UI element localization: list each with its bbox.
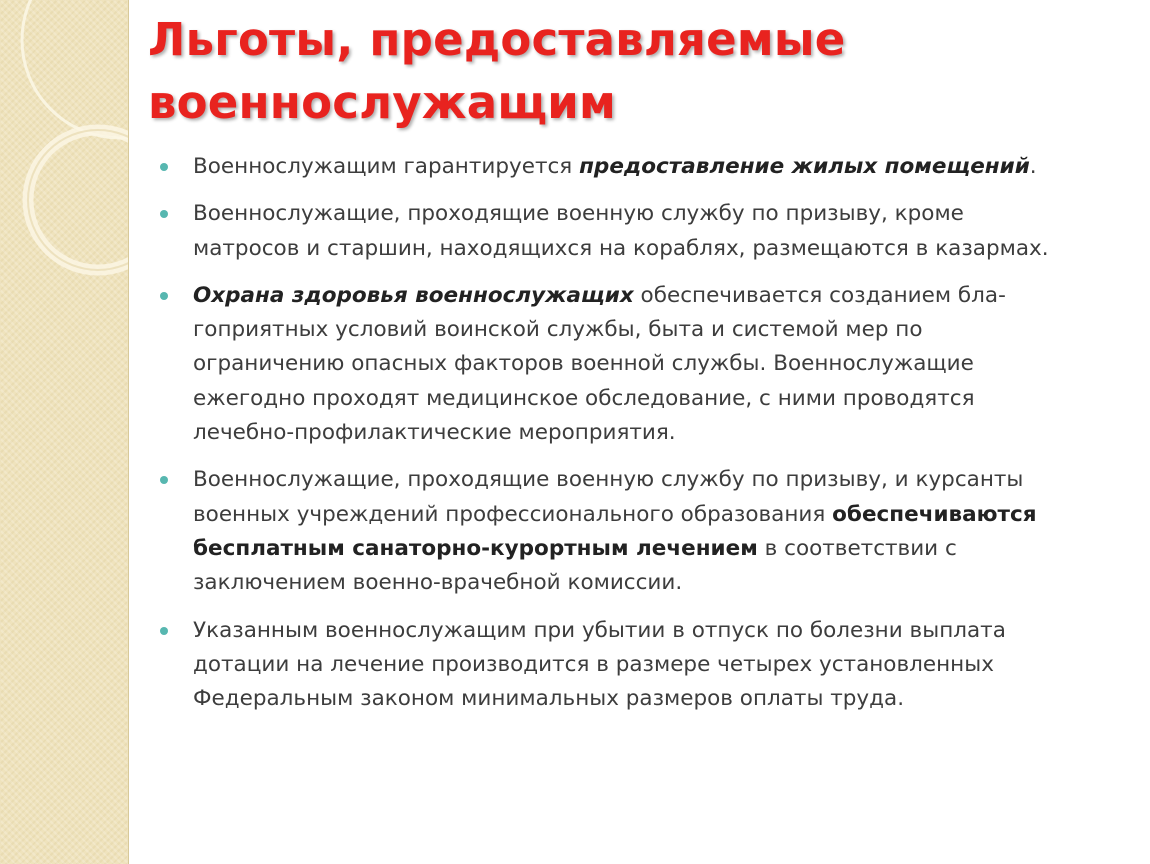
- bullet-dot-icon: [160, 476, 168, 484]
- bullet-health: [160, 279, 1060, 450]
- bullet-list: [160, 150, 1060, 729]
- bullet-text: в соответствии с заключением военно-врачебной комиссии.: [193, 535, 957, 596]
- bullet-strong: обеспечиваются бесплатным санаторно-курортным лечением: [193, 501, 1037, 561]
- title-line-2: военнослужащим: [148, 76, 616, 129]
- bullet-text: Военнослужащие, проходящие военную службу по призыву, кроме матросов и старшин, находящихся на кораблях, размещаются в казармах.: [193, 201, 1049, 261]
- bullet-text: обеспечивается созданием благоприятных условий воинской службы, быта и системой мер по ограничению опасных факторов военной службы. Военнослужащие ежегодно проходят медицинское обследование, с ними проводятся лечебно-профилактические мероприятия.: [193, 282, 1006, 446]
- bullet-sanatorium: [160, 463, 1060, 600]
- bullet-text: Указанным военнослужащим при убытии в отпуск по болезни выплата дотации на лечение производится в размере четырех установленных Федеральным законом минимальных размеров оплаты труда.: [193, 617, 1006, 712]
- decorative-rings-icon: [0, 0, 128, 864]
- decorative-side-strip: [0, 0, 129, 864]
- bullet-dot-icon: [160, 210, 168, 218]
- bullet-subsidy: [160, 614, 1060, 717]
- bullet-dot-icon: [160, 292, 168, 300]
- page-title: [148, 8, 1128, 134]
- bullet-emphasis: Охрана здоровья военнослужащих: [193, 282, 634, 308]
- bullet-dot-icon: [160, 163, 168, 171]
- bullet-text: Военнослужащие, проходящие военную службу по призыву, и курсанты военных учреждений профессионального образования: [193, 467, 1024, 527]
- bullet-dot-icon: [160, 627, 168, 635]
- title-line-1: Льготы, предоставляемые: [148, 13, 846, 66]
- bullet-barracks: [160, 197, 1060, 266]
- bullet-housing: [160, 150, 1060, 184]
- bullet-text: Военнослужащим гарантируется: [193, 154, 580, 179]
- bullet-emphasis: предоставление жилых помещений: [579, 154, 1030, 179]
- bullet-text: .: [1029, 154, 1037, 179]
